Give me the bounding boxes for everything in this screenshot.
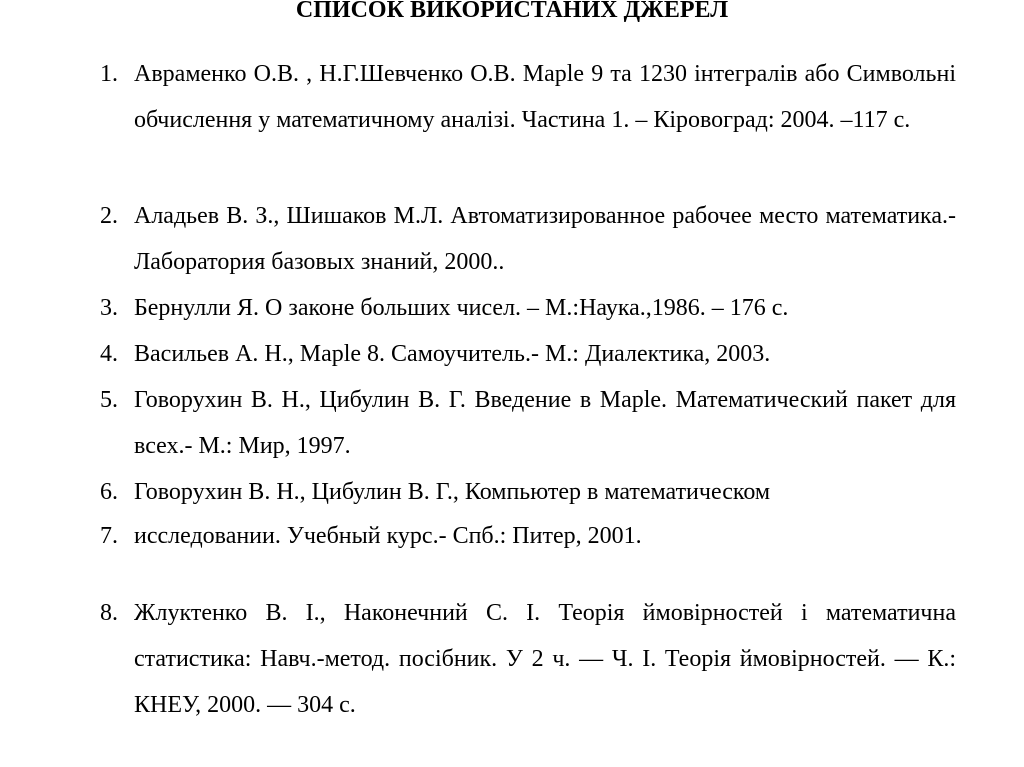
reference-text: Аладьев В. З., Шишаков М.Л. Автоматизированное рабочее место математика.- Лаборатория базовых знаний, 2000.. [134,203,956,275]
reference-text: Бернулли Я. О законе больших чисел. – М.:Наука.,1986. – 176 с. [134,295,789,321]
reference-text: Васильев А. Н., Maple 8. Самоучитель.- М.: Диалектика, 2003. [134,341,771,367]
reference-number: 4. [100,341,118,367]
reference-number: 8. [100,600,118,626]
reference-item [94,590,956,728]
reference-text: Авраменко О.В. , Н.Г.Шевченко О.В. Maple 9 та 1230 інтегралів або Символьні обчислення у математичному аналізі. Частина 1. – Кіровоград: 2004. –117 с. [134,61,956,133]
reference-text: исследовании. Учебный курс.- Спб.: Питер, 2001. [134,523,642,549]
reference-item [94,285,956,331]
reference-number: 6. [100,479,118,505]
reference-number: 1. [100,61,118,87]
reference-number: 2. [100,203,118,229]
reference-text: Говорухин В. Н., Цибулин В. Г. Введение в Maple. Математический пакет для всех.- М.: Мир, 1997. [134,387,956,459]
document-title: СПИСОК ВИКОРИСТАНИХ ДЖЕРЕЛ [295,0,729,23]
reference-item [94,513,956,559]
reference-number: 5. [100,387,118,413]
reference-item [94,51,956,143]
reference-number: 7. [100,523,118,549]
reference-item [94,469,956,515]
reference-item [94,193,956,285]
reference-number: 3. [100,295,118,321]
reference-text: Жлуктенко В. І., Наконечний С. І. Теорія ймовірностей і математична статистика: Навч.-метод. посібник. У 2 ч. — Ч. І. Теорія ймовірностей. — К.: КНЕУ, 2000. — 304 с. [134,600,956,718]
reference-item [94,377,956,469]
reference-item [94,331,956,377]
reference-text: Говорухин В. Н., Цибулин В. Г., Компьютер в математическом [134,479,771,505]
